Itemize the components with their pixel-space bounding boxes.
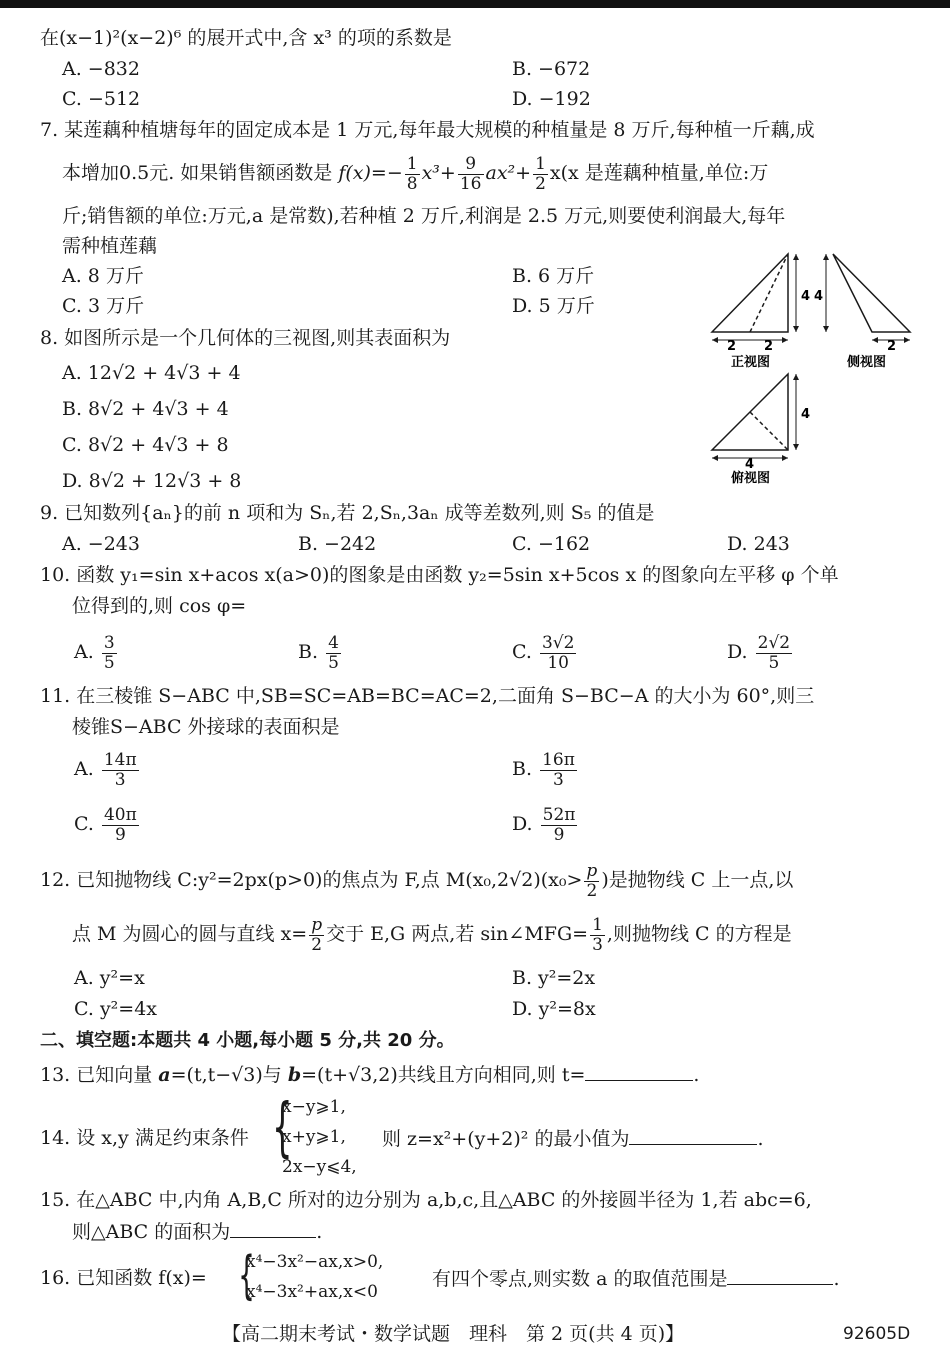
q16-stem: 有四个零点,则实数 a 的取值范围是 . xyxy=(432,1268,840,1290)
q10-option-d: D. $\frac{2√2}{5}$ xyxy=(727,632,791,673)
front-view-label: 正视图 xyxy=(731,355,771,370)
q7-line-1: 7. 某莲藕种植塘每年的固定成本是 1 万元,每年最大规模的种植量是 8 万斤,每种植一斤藕,成 xyxy=(40,119,815,141)
q15-answer-blank[interactable] xyxy=(230,1219,316,1238)
q6-option-b: B. −672 xyxy=(512,58,591,80)
top-dim-4-right: 4 xyxy=(801,407,811,422)
front-view-triangle xyxy=(712,254,788,332)
top-view-dashed-line xyxy=(750,412,788,450)
q6-stem: 在(x−1)²(x−2)⁶ 的展开式中,含 x³ 的项的系数是 xyxy=(40,27,452,49)
q14-brace: { xyxy=(272,1091,293,1165)
q9-option-c: C. −162 xyxy=(512,533,591,555)
q14-label: 14. 设 x,y 满足约束条件 xyxy=(40,1127,249,1149)
q10-option-a: A. $\frac{3}{5}$ xyxy=(74,632,115,673)
q10-line-2: 位得到的,则 cos φ= xyxy=(72,595,247,617)
front-dim-4: 4 xyxy=(801,289,811,304)
q7-line-3: 斤;销售额的单位:万元,a 是常数),若种植 2 万斤,利润是 2.5 万元,则要使利润最大,每年 xyxy=(62,205,786,227)
q12-option-a: A. y²=x xyxy=(74,967,145,989)
q16-brace: { xyxy=(238,1246,255,1306)
top-view-label: 俯视图 xyxy=(731,471,771,486)
q6-option-c: C. −512 xyxy=(62,88,141,110)
q11-option-d: D. $\frac{52\pi}{9}$ xyxy=(512,804,576,845)
front-dim-2-left: 2 xyxy=(727,339,737,354)
q11-line-2: 棱锥S−ABC 外接球的表面积是 xyxy=(72,716,340,738)
q9-option-b: B. −242 xyxy=(298,533,377,555)
q7-option-c: C. 3 万斤 xyxy=(62,295,145,317)
q7-option-a: A. 8 万斤 xyxy=(62,265,144,287)
q8-option-a: A. 12√2 + 4√3 + 4 xyxy=(62,362,241,384)
front-view-dashed-line xyxy=(750,254,788,332)
q8-option-d: D. 8√2 + 12√3 + 8 xyxy=(62,470,242,492)
q16-answer-blank[interactable] xyxy=(727,1266,833,1285)
q12-option-c: C. y²=4x xyxy=(74,998,158,1020)
q10-line-1: 10. 函数 y₁=sin x+acos x(a>0)的图象是由函数 y₂=5sin x+5cos x 的图象向左平移 φ 个单 xyxy=(40,564,839,586)
q16-piece-2: x⁴−3x²+ax,x<0 xyxy=(246,1282,378,1302)
q10-option-b: B. $\frac{4}{5}$ xyxy=(298,632,339,673)
q9-option-a: A. −243 xyxy=(62,533,140,555)
q16-piece-1: x⁴−3x²−ax,x>0, xyxy=(246,1252,384,1272)
front-dim-2-right: 2 xyxy=(764,339,774,354)
q7-line-4: 需种植莲藕 xyxy=(62,235,158,257)
q9-stem: 9. 已知数列{aₙ}的前 n 项和为 Sₙ,若 2,Sₙ,3aₙ 成等差数列,则 S₅ 的值是 xyxy=(40,502,655,524)
q6-option-a: A. −832 xyxy=(62,58,140,80)
q12-option-d: D. y²=8x xyxy=(512,998,596,1020)
q13-stem: 13. 已知向量 a=(t,t−√3)与 b=(t+√3,2)共线且方向相同,则 t= . xyxy=(40,1064,700,1086)
top-dim-4-bottom: 4 xyxy=(745,457,755,472)
q14-constraint-3: 2x−y⩽4, xyxy=(282,1157,357,1177)
q11-option-b: B. $\frac{16\pi}{3}$ xyxy=(512,749,575,790)
q6-option-d: D. −192 xyxy=(512,88,591,110)
q7-line-2: 本增加0.5元. 如果销售额函数是 f(x)=− $\frac{1}{8}$ x³+ $\frac{9}{16}$ ax²+ $\frac{1}{2}$ x(x 是莲藕种植量,单位:万 xyxy=(62,153,769,194)
q8-stem: 8. 如图所示是一个几何体的三视图,则其表面积为 xyxy=(40,327,451,349)
footer-title: 【高二期末考试・数学试题 理科 第 2 页(共 4 页)】 xyxy=(222,1323,685,1345)
q15-line-2: 则△ABC 的面积为 . xyxy=(72,1221,323,1243)
q15-line-1: 15. 在△ABC 中,内角 A,B,C 所对的边分别为 a,b,c,且△ABC 的外接圆半径为 1,若 abc=6, xyxy=(40,1189,812,1211)
q12-option-b: B. y²=2x xyxy=(512,967,596,989)
q14-answer-blank[interactable] xyxy=(629,1126,757,1145)
top-border xyxy=(0,0,950,8)
q7-option-d: D. 5 万斤 xyxy=(512,295,595,317)
q14-stem: 则 z=x²+(y+2)² 的最小值为 . xyxy=(382,1128,764,1150)
section-2-heading: 二、填空题:本题共 4 小题,每小题 5 分,共 20 分。 xyxy=(40,1030,455,1051)
side-dim-2: 2 xyxy=(887,339,897,354)
q8-option-b: B. 8√2 + 4√3 + 4 xyxy=(62,398,229,420)
q13-answer-blank[interactable] xyxy=(585,1062,693,1081)
q16-label: 16. 已知函数 f(x)= xyxy=(40,1267,207,1289)
side-dim-4: 4 xyxy=(814,289,824,304)
q14-constraint-1: x−y⩾1, xyxy=(282,1097,346,1117)
side-view-triangle xyxy=(833,254,910,332)
q10-option-c: C. $\frac{3√2}{10}$ xyxy=(512,632,575,673)
q11-line-1: 11. 在三棱锥 S−ABC 中,SB=SC=AB=BC=AC=2,二面角 S−BC−A 的大小为 60°,则三 xyxy=(40,685,815,707)
footer-code: 92605D xyxy=(843,1324,911,1344)
three-view-figure xyxy=(700,246,920,491)
q8-option-c: C. 8√2 + 4√3 + 8 xyxy=(62,434,229,456)
q9-option-d: D. 243 xyxy=(727,533,790,555)
q12-line-1: 12. 已知抛物线 C:y²=2px(p>0)的焦点为 F,点 M(x₀,2√2)(x₀> $\frac{p}{2}$ )是抛物线 C 上一点,以 xyxy=(40,860,794,901)
q14-constraint-2: x+y⩾1, xyxy=(282,1127,346,1147)
q11-option-c: C. $\frac{40\pi}{9}$ xyxy=(74,804,137,845)
q7-option-b: B. 6 万斤 xyxy=(512,265,595,287)
q11-option-a: A. $\frac{14\pi}{3}$ xyxy=(74,749,137,790)
side-view-label: 侧视图 xyxy=(847,355,887,370)
q12-line-2: 点 M 为圆心的圆与直线 x= $\frac{p}{2}$ 交于 E,G 两点,若 sin∠MFG= $\frac{1}{3}$ ,则抛物线 C 的方程是 xyxy=(72,914,792,955)
